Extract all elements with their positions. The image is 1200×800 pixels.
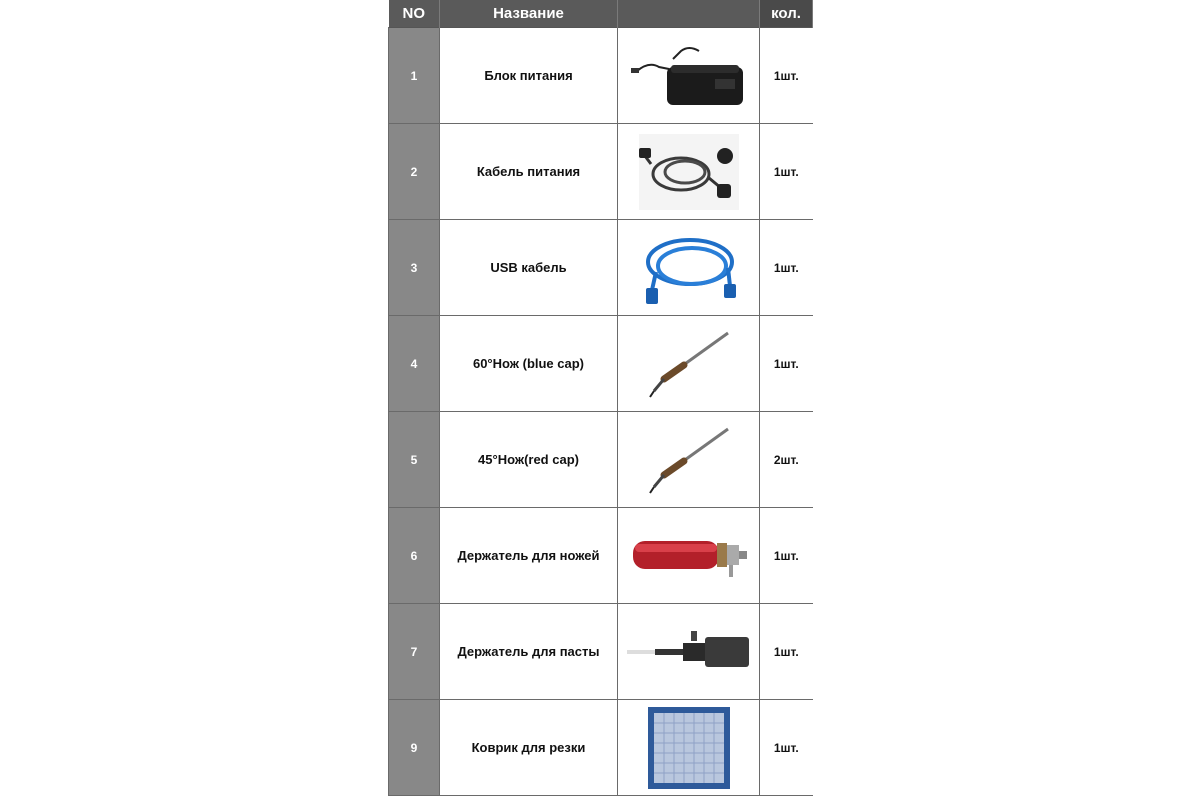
row-number: 2 (389, 124, 440, 220)
item-name: Держатель для пасты (440, 604, 618, 700)
table-row (389, 316, 813, 412)
item-name: 60°Нож (blue cap) (440, 316, 618, 412)
blade-holder-icon (624, 513, 754, 599)
item-qty: 1шт. (760, 508, 813, 604)
item-image-cell (618, 220, 760, 316)
row-number: 1 (389, 28, 440, 124)
header-image (618, 0, 760, 28)
item-qty: 2шт. (760, 412, 813, 508)
item-name: Держатель для ножей (440, 508, 618, 604)
item-qty: 1шт. (760, 700, 813, 796)
item-image-cell (618, 316, 760, 412)
item-image-cell (618, 700, 760, 796)
header-qty: кол. (760, 0, 813, 28)
row-number: 6 (389, 508, 440, 604)
row-number: 5 (389, 412, 440, 508)
item-image-cell (618, 412, 760, 508)
item-image-cell (618, 28, 760, 124)
table-row (389, 220, 813, 316)
item-name: 45°Нож(red cap) (440, 412, 618, 508)
table-row (389, 412, 813, 508)
pen-holder-icon (624, 609, 754, 695)
power-cable-icon (624, 129, 754, 215)
item-qty: 1шт. (760, 316, 813, 412)
cutting-mat-icon (624, 705, 754, 791)
table-row (389, 604, 813, 700)
header-row (389, 0, 813, 28)
item-image-cell (618, 508, 760, 604)
table-row (389, 28, 813, 124)
header-no: NO (389, 0, 440, 28)
table-row (389, 700, 813, 796)
item-image-cell (618, 124, 760, 220)
blade-icon (624, 417, 754, 503)
table-row (389, 508, 813, 604)
row-number: 3 (389, 220, 440, 316)
item-name: Коврик для резки (440, 700, 618, 796)
item-image-cell (618, 604, 760, 700)
header-name: Название (440, 0, 618, 28)
item-name: USB кабель (440, 220, 618, 316)
usb-cable-icon (624, 225, 754, 311)
item-qty: 1шт. (760, 220, 813, 316)
item-name: Блок питания (440, 28, 618, 124)
row-number: 9 (389, 700, 440, 796)
item-qty: 1шт. (760, 604, 813, 700)
item-qty: 1шт. (760, 124, 813, 220)
item-name: Кабель питания (440, 124, 618, 220)
package-contents-table (388, 0, 812, 800)
table-row (389, 124, 813, 220)
power-adapter-icon (624, 33, 754, 119)
row-number: 4 (389, 316, 440, 412)
item-qty: 1шт. (760, 28, 813, 124)
row-number: 7 (389, 604, 440, 700)
blade-icon (624, 321, 754, 407)
